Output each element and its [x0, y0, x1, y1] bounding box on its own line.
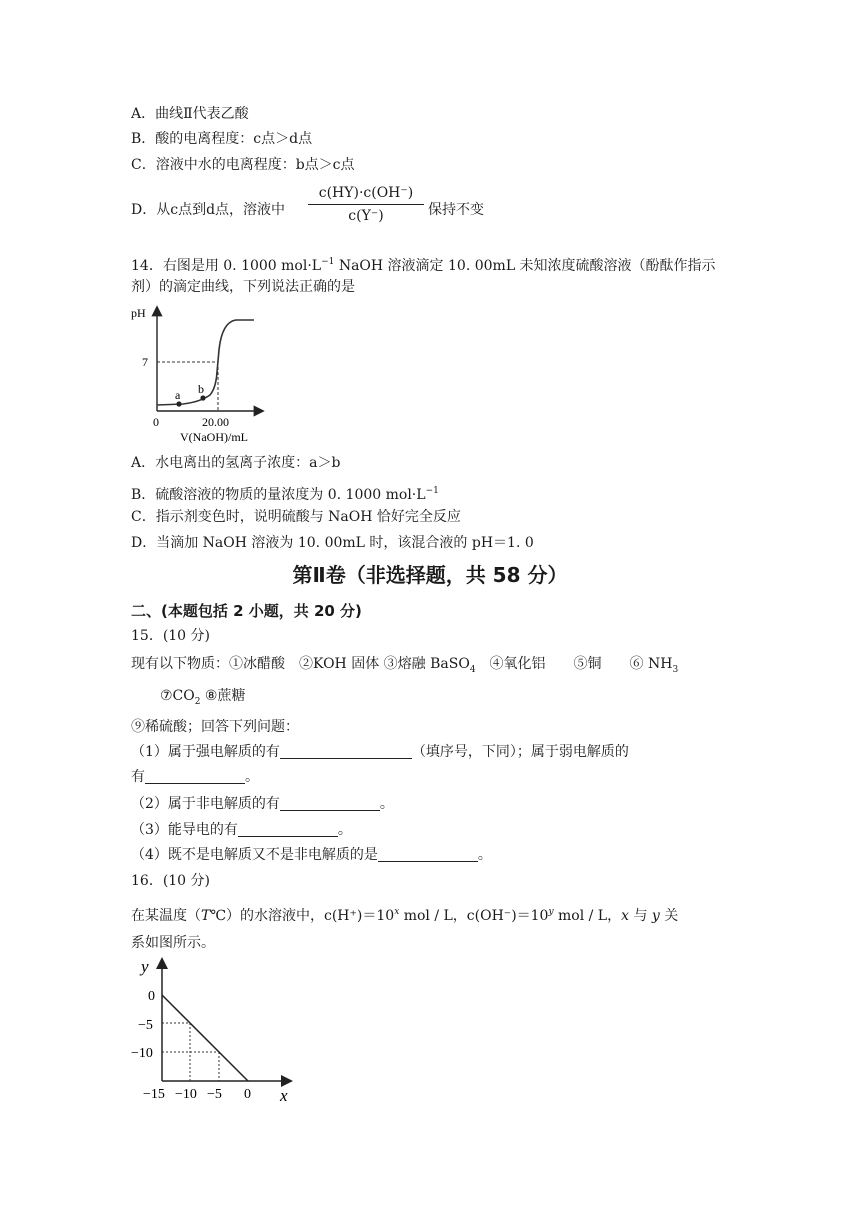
- fraction-numerator: c(HY)·c(OH⁻): [318, 185, 414, 201]
- q15-line1-sub2: 3: [672, 665, 679, 675]
- q16-text-a: 在某温度（: [131, 908, 201, 924]
- q15-part3-text: （3）能导电的有: [131, 822, 238, 838]
- q15-part1-text-b: （填序号，下同）；属于弱电解质的: [411, 744, 629, 760]
- q16-text-d: mol / L，: [553, 908, 622, 924]
- point-b-label: b: [198, 382, 204, 396]
- q15-part2-blank[interactable]: [280, 796, 380, 811]
- q15-line1-text-a: 现有以下物质：①冰醋酸 ②KOH 固体 ③熔融 BaSO: [131, 656, 470, 672]
- q15-part1-text-c: 有: [131, 769, 145, 785]
- titration-curve-graph: [128, 300, 278, 450]
- x-tick-minus15: −15: [143, 1087, 165, 1102]
- y-axis-label: y: [141, 957, 149, 976]
- q16-text-b: ℃）的水溶液中，c(H⁺)＝10: [210, 908, 395, 924]
- y-tick-minus10: −10: [131, 1046, 153, 1061]
- point-a-label: a: [175, 388, 181, 402]
- q14-stem-text-a: 14．右图是用 0. 1000 mol·L: [131, 258, 322, 274]
- q15-substances-line1: [131, 654, 678, 680]
- q15-part2: [131, 794, 394, 814]
- q15-part1-blank-weak[interactable]: [145, 769, 245, 784]
- q15-number: 15．(10 分): [131, 628, 211, 644]
- x-axis-label: x: [280, 1086, 288, 1105]
- relation-line: [162, 995, 248, 1081]
- q14-option-b: [131, 481, 439, 505]
- titration-curve: [157, 320, 254, 405]
- section-title: 第Ⅱ卷（非选择题，共 58 分）: [292, 563, 568, 587]
- q15-part4-end: 。: [477, 847, 492, 863]
- q14-option-b-sup: −1: [425, 486, 439, 496]
- q13-option-d-suffix: 保持不变: [428, 202, 484, 218]
- q16-stem-line1: [131, 902, 678, 926]
- q15-part4-text: （4）既不是电解质又不是非电解质的是: [131, 847, 378, 863]
- q15-line1-text-b: ④氧化铝 ⑤铜 ⑥ NH: [475, 656, 673, 672]
- q15-part2-text: （2）属于非电解质的有: [131, 796, 280, 812]
- origin-label: 0: [153, 415, 159, 429]
- q16-text-h: 关: [659, 908, 679, 924]
- y-tick-0: 0: [148, 989, 155, 1004]
- y-tick-7: 7: [142, 355, 148, 369]
- q15-substances-line2: [160, 686, 246, 712]
- q15-part3-end: 。: [337, 822, 352, 838]
- q16-var-x: x: [621, 908, 630, 924]
- q15-line2-text-a: ⑦CO: [160, 688, 195, 704]
- y-axis-label: pH: [131, 306, 146, 320]
- q15-part4-blank[interactable]: [378, 847, 478, 862]
- q13-option-a: A．曲线Ⅱ代表乙酸: [131, 106, 249, 122]
- q16-text-c: mol / L，c(OH⁻)＝10: [399, 908, 549, 924]
- q14-stem-sup: −1: [321, 257, 335, 267]
- q15-substances-line3: ⑨稀硫酸；回答下列问题：: [131, 719, 299, 735]
- q16-var-y: y: [651, 908, 660, 924]
- q14-option-c: C．指示剂变色时，说明硫酸与 NaOH 恰好完全反应: [131, 509, 461, 525]
- q15-line2-text-b: ⑧蔗糖: [200, 688, 246, 704]
- fraction-bar: [308, 204, 424, 205]
- q15-part4: [131, 845, 492, 865]
- q15-part3: [131, 820, 352, 840]
- x-tick-minus5: −5: [207, 1087, 222, 1102]
- q14-option-b-text: B．硫酸溶液的物质的量浓度为 0. 1000 mol·L: [131, 487, 426, 503]
- q14-stem-line1: [131, 252, 716, 276]
- q15-part1-line1: [131, 742, 629, 762]
- q15-part1-line2: [131, 767, 259, 787]
- q16-exp-y: y: [548, 907, 554, 917]
- q14-stem-text-b: NaOH 溶液滴定 10. 00mL 未知浓度硫酸溶液（酚酞作指示: [334, 258, 716, 274]
- q13-fraction: [308, 184, 424, 225]
- part-heading: 二、(本题包括 2 小题，共 20 分): [131, 602, 362, 620]
- x-tick-0: 0: [244, 1087, 251, 1102]
- xy-relation-graph: [128, 950, 308, 1110]
- x-tick-20: 20.00: [202, 415, 229, 429]
- q15-part2-end: 。: [379, 796, 394, 812]
- q14-stem-line2: 剂）的滴定曲线，下列说法正确的是: [131, 279, 355, 295]
- q16-exp-x: x: [394, 907, 400, 917]
- q16-T: T: [201, 908, 211, 924]
- y-tick-minus5: −5: [138, 1018, 153, 1033]
- q13-option-c: C．溶液中水的电离程度：b点＞c点: [131, 157, 355, 173]
- point-a-marker: [176, 401, 181, 406]
- q13-option-d-prefix: D．从c点到d点，溶液中: [131, 202, 286, 218]
- q15-line2-sub: 2: [194, 697, 201, 707]
- q15-part3-blank[interactable]: [238, 822, 338, 837]
- x-axis-label: V(NaOH)/mL: [180, 430, 248, 444]
- q16-text-f: 与: [629, 908, 652, 924]
- x-tick-minus10: −10: [175, 1087, 197, 1102]
- q15-line1-sub: 4: [469, 665, 476, 675]
- q15-part1-text-a: （1）属于强电解质的有: [131, 744, 280, 760]
- q15-part1-end: 。: [245, 769, 259, 785]
- q16-stem-line2: 系如图所示。: [131, 935, 215, 951]
- q13-option-b: B．酸的电离程度：c点＞d点: [131, 131, 313, 147]
- q14-option-a: A．水电离出的氢离子浓度：a＞b: [131, 455, 341, 471]
- fraction-denominator: c(Y⁻): [348, 208, 384, 224]
- q14-option-d: D．当滴加 NaOH 溶液为 10. 00mL 时，该混合液的 pH＝1. 0: [131, 535, 534, 551]
- q16-number: 16．(10 分): [131, 873, 211, 889]
- q15-part1-blank-strong[interactable]: [280, 744, 412, 759]
- point-b-marker: [200, 395, 205, 400]
